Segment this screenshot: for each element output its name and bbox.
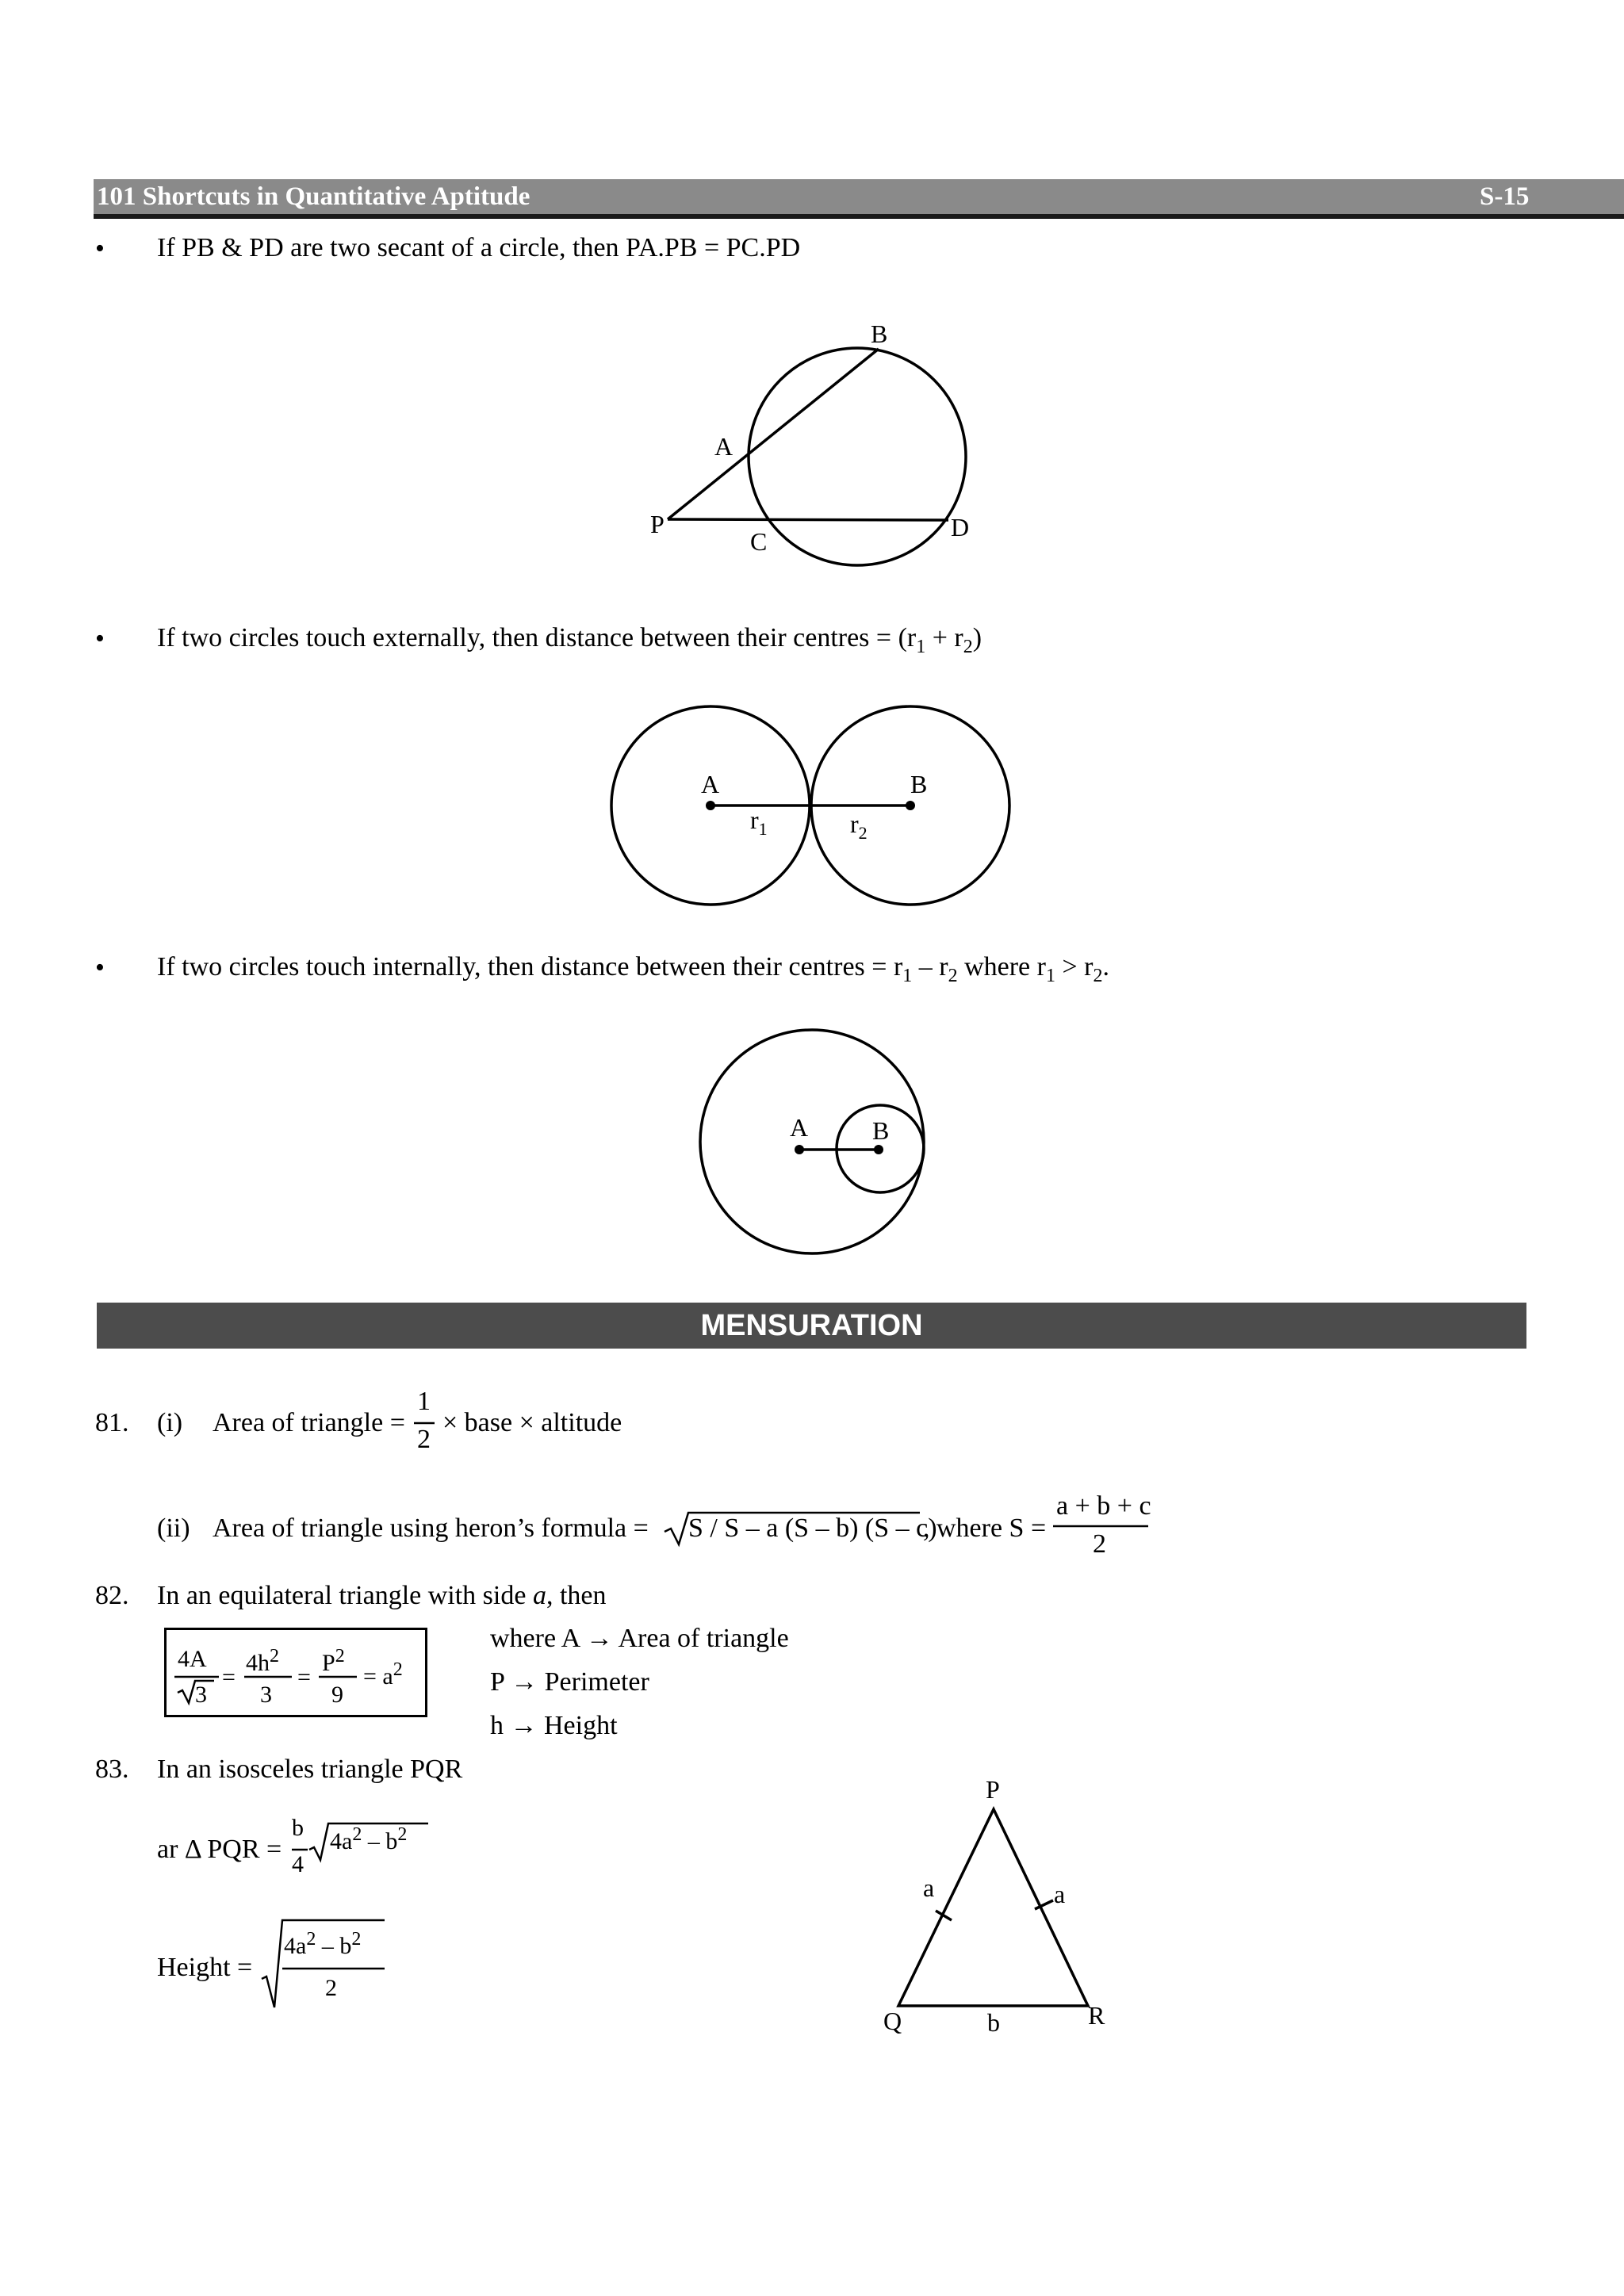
bullet-1-marker: • xyxy=(95,234,105,263)
q82-3: 3 xyxy=(260,1682,272,1708)
bullet-3-text: If two circles touch internally, then distance between their centres = $r_1 - r_2$ where $r_1 > r_2$. xyxy=(157,952,1109,986)
q82-4a: 4A xyxy=(178,1646,207,1672)
q81-i-denominator: 2 xyxy=(417,1425,431,1454)
bullet-1-text: If PB & PD are two secant of a circle, then PA.PB = PC.PD xyxy=(157,233,801,262)
secant-pb xyxy=(668,349,879,519)
centre-a-dot xyxy=(795,1145,804,1154)
q82-number: 82. xyxy=(95,1581,129,1610)
q83-height-den: 2 xyxy=(325,1975,337,2001)
q82-root3: 3 xyxy=(195,1682,207,1708)
bullet-2-marker: • xyxy=(95,624,105,653)
q81-ii-text: Area of triangle using heron’s formula = xyxy=(213,1513,649,1543)
q81-ii-where: , where S = xyxy=(923,1513,1047,1543)
label-r1: $r_1$ xyxy=(750,806,768,839)
q83-text: In an isosceles triangle PQR xyxy=(157,1755,463,1784)
vertex-q: Q xyxy=(883,2007,902,2035)
q81-part-i: (i) xyxy=(157,1408,183,1437)
label-b: B xyxy=(910,770,928,798)
side-a-right: a xyxy=(1054,1880,1066,1908)
internal-labels xyxy=(790,1113,889,1145)
vertex-r: R xyxy=(1088,2001,1105,2030)
q82-eq-1: = xyxy=(222,1664,236,1690)
q81-ii-root: S / S – a (S – b) (S – c) xyxy=(688,1513,937,1543)
page-number: S-15 xyxy=(1480,182,1530,211)
label-a: A xyxy=(790,1113,809,1142)
q81-i-rest: × base × altitude xyxy=(442,1408,622,1437)
q82-p: $P^2$ xyxy=(322,1646,345,1676)
q81-ii-numerator: a + b + c xyxy=(1056,1491,1151,1521)
q83-ar-4: 4 xyxy=(292,1851,304,1877)
q82-4h: $4h^2$ xyxy=(246,1646,279,1676)
q82-legend-a: where A → Area of triangle xyxy=(490,1624,789,1653)
label-c: C xyxy=(750,527,768,556)
side-b: b xyxy=(987,2008,1000,2037)
q81-i-numerator: 1 xyxy=(417,1387,431,1416)
q82-a2: = $a^2$ xyxy=(363,1659,403,1689)
external-circles-figure xyxy=(611,706,1009,905)
internal-circles-figure xyxy=(700,1030,924,1253)
label-p: P xyxy=(650,510,665,538)
q82-legend-p: P → Perimeter xyxy=(490,1667,649,1697)
secant-circle xyxy=(749,348,966,565)
section-title: MENSURATION xyxy=(700,1309,923,1342)
vertex-p: P xyxy=(986,1775,1000,1804)
side-a-left: a xyxy=(923,1873,935,1902)
q83-ar-b: b xyxy=(292,1815,304,1841)
outer-circle xyxy=(700,1030,924,1253)
q81-ii-denominator: 2 xyxy=(1093,1529,1106,1559)
label-d: D xyxy=(951,513,970,541)
q83-ar-root: $4a^2 - b^2$ xyxy=(330,1824,408,1854)
label-r2: $r_2$ xyxy=(850,809,868,843)
q83-number: 83. xyxy=(95,1755,129,1784)
centre-b-dot xyxy=(874,1145,883,1154)
q83-height-label: Height = xyxy=(157,1953,253,1982)
centre-a-dot xyxy=(706,801,715,810)
q83-height-num: $4a^2 - b^2$ xyxy=(284,1929,362,1959)
q81-i-text: Area of triangle = xyxy=(213,1408,405,1437)
secant-figure xyxy=(668,348,966,565)
q82-eq-2: = xyxy=(297,1664,311,1690)
q81-number: 81. xyxy=(95,1408,129,1437)
q83-ar-label: ar Δ PQR = xyxy=(157,1835,282,1864)
triangle-labels xyxy=(883,1775,1105,2037)
book-title: 101 Shortcuts in Quantitative Aptitude xyxy=(97,182,530,211)
bullet-2-text: If two circles touch externally, then distance between their centres = $(r_1 + r_2)$ xyxy=(157,623,982,657)
q81-part-ii: (ii) xyxy=(157,1513,190,1543)
q82-legend-h: h → Height xyxy=(490,1711,618,1740)
centre-b-dot xyxy=(906,801,915,810)
label-b: B xyxy=(871,320,888,348)
label-a: A xyxy=(701,770,720,798)
q82-9: 9 xyxy=(331,1682,343,1708)
secant-pd xyxy=(668,519,948,520)
bullet-3-marker: • xyxy=(95,953,105,982)
q82-text: In an equilateral triangle with side a, then xyxy=(157,1581,607,1610)
label-a: A xyxy=(714,432,733,461)
label-b: B xyxy=(872,1116,890,1145)
